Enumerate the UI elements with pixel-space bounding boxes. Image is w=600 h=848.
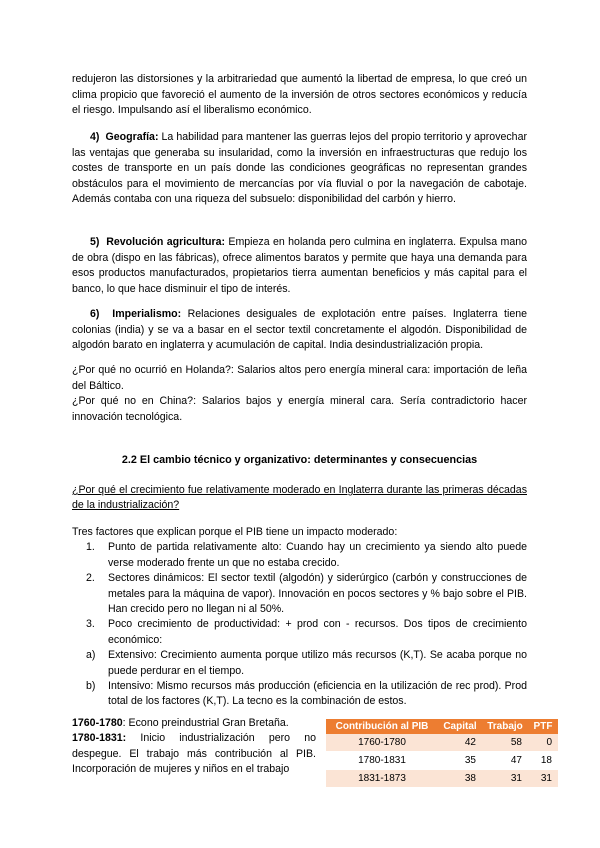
factor-geografia	[72, 130, 527, 208]
table-row	[326, 734, 558, 752]
capital-cell: 42	[438, 734, 482, 752]
period-1780	[72, 716, 316, 731]
trabajo-cell: 31	[482, 770, 528, 788]
column-header: PTF	[528, 719, 558, 734]
list-item-text: Poco crecimiento de productividad: + prod con - recursos. Dos tipos de crecimiento económico:	[108, 618, 527, 646]
factor-number: 5)	[90, 236, 100, 248]
ptf-cell: 0	[528, 734, 558, 752]
table-row	[326, 752, 558, 770]
period-label: 1780-1831:	[72, 732, 127, 745]
list-marker: 3.	[86, 618, 95, 631]
list-intro: Tres factores que explican porque el PIB tiene un impacto moderado:	[72, 526, 398, 538]
capital-cell: 38	[438, 770, 482, 788]
intro-paragraph: redujeron las distorsiones y la arbitrariedad que aumentó la libertad de empresa, lo que creó un clima propicio que favoreció el aumento de la inversión de otros sectores económicos y reducía el riesgo. Impulsando así el liberalismo económico.	[72, 73, 527, 117]
factor-text: La habilidad para mantener las guerras lejos del propio territorio y aprovechar las ventajas que generaba su insularidad, como la inversión en infraestructuras que redujo los costes de transporte en un país donde las condiciones geográficas no representan grandes obstáculos para el movimiento de mercancías por vía fluvial o por la navegación de cabotaje. Además contaba con una riqueza del subsuelo: disponibilidad del carbón y hierro.	[72, 131, 527, 206]
list-marker: 2.	[86, 572, 95, 585]
list-marker: a)	[86, 649, 96, 662]
list-item-text: Sectores dinámicos: El sector textil (algodón) y siderúrgico (carbón y construcciones de metales para la máquina de vapor). Innovación en pocos sectores y % bajo sobre el PIB. Han crecido pero no llegan ni al 50%.	[108, 572, 527, 616]
factor-title: Imperialismo:	[112, 308, 182, 320]
period-cell: 1831-1873	[326, 770, 438, 788]
periods-text	[72, 716, 316, 778]
column-header: Contribución al PIB	[326, 719, 438, 734]
factor-number: 6)	[90, 308, 100, 320]
list-item-text: Intensivo: Mismo recursos más producción (eficiencia en la utilización de rec prod). Prod total de los factores (K,T). La tecno es la combinación de estos.	[108, 680, 527, 708]
why-holland-paragraph: ¿Por qué no ocurrió en Holanda?: Salarios altos pero energía mineral cara: importación de leña del Báltico.	[72, 364, 527, 392]
list-item-text: Punto de partida relativamente alto: Cuando hay un crecimiento ya siendo alto puede verse moderado frente un que no estaba crecido.	[108, 541, 527, 569]
column-header: Capital	[438, 719, 482, 734]
factor-revolucion-agricultura	[72, 235, 527, 297]
list-item	[72, 679, 527, 710]
table-row	[326, 770, 558, 788]
list-marker: b)	[86, 680, 96, 693]
list-item-text: Extensivo: Crecimiento aumenta porque utilizo más recursos (K,T). Se acaba porque no puede perdurar en el tiempo.	[108, 649, 527, 677]
table-header-row	[326, 719, 558, 734]
period-label: 1760-1780	[72, 717, 123, 729]
factor-text: Relaciones desiguales de explotación entre países. Inglaterra tiene colonias (india) y se va a basar en el sector textil concretamente el algodón. Disponibilidad de algodón barato en inglaterra y acumulación de capital. India desindustrialización propia.	[72, 308, 527, 352]
trabajo-cell: 58	[482, 734, 528, 752]
list-item	[72, 571, 527, 617]
ptf-cell: 18	[528, 752, 558, 770]
factors-list	[72, 525, 527, 710]
factor-title: Revolución agricultura:	[106, 236, 225, 248]
factor-text: Empieza en holanda pero culmina en inglaterra. Expulsa mano de obra (dispo en las fábricas), ofrece alimentos baratos y permite que haya una demanda para esos productos manufacturados, propietarios tierra aumentan beneficios y más capital para el banco, lo que hace disminuir el tipo de interés.	[72, 236, 527, 295]
contribution-table	[326, 719, 558, 788]
factor-number: 4)	[90, 131, 100, 143]
trabajo-cell: 47	[482, 752, 528, 770]
period-cell: 1780-1831	[326, 752, 438, 770]
column-header: Trabajo	[482, 719, 528, 734]
capital-cell: 35	[438, 752, 482, 770]
period-text: Inicio industrialización pero no despegue. El trabajo más contribución al PIB. Incorporación de mujeres y niños en el trabajo	[72, 732, 316, 776]
section-question: ¿Por qué el crecimiento fue relativamente moderado en Inglaterra durante las primeras décadas de la industrialización?	[72, 484, 527, 512]
factor-title: Geografía:	[105, 131, 159, 143]
ptf-cell: 31	[528, 770, 558, 788]
list-marker: 1.	[86, 541, 95, 554]
period-cell: 1760-1780	[326, 734, 438, 752]
why-china-paragraph: ¿Por qué no en China?: Salarios bajos y energía mineral cara. Sería contradictorio hacer innovación tecnológica.	[72, 395, 527, 423]
period-1831	[72, 731, 316, 777]
list-item	[72, 617, 527, 648]
list-item	[72, 540, 527, 571]
factor-imperialismo	[72, 307, 527, 354]
period-text: : Econo preindustrial Gran Bretaña.	[122, 717, 289, 729]
section-heading: 2.2 El cambio técnico y organizativo: determinantes y consecuencias	[121, 454, 478, 466]
list-item	[72, 648, 527, 679]
